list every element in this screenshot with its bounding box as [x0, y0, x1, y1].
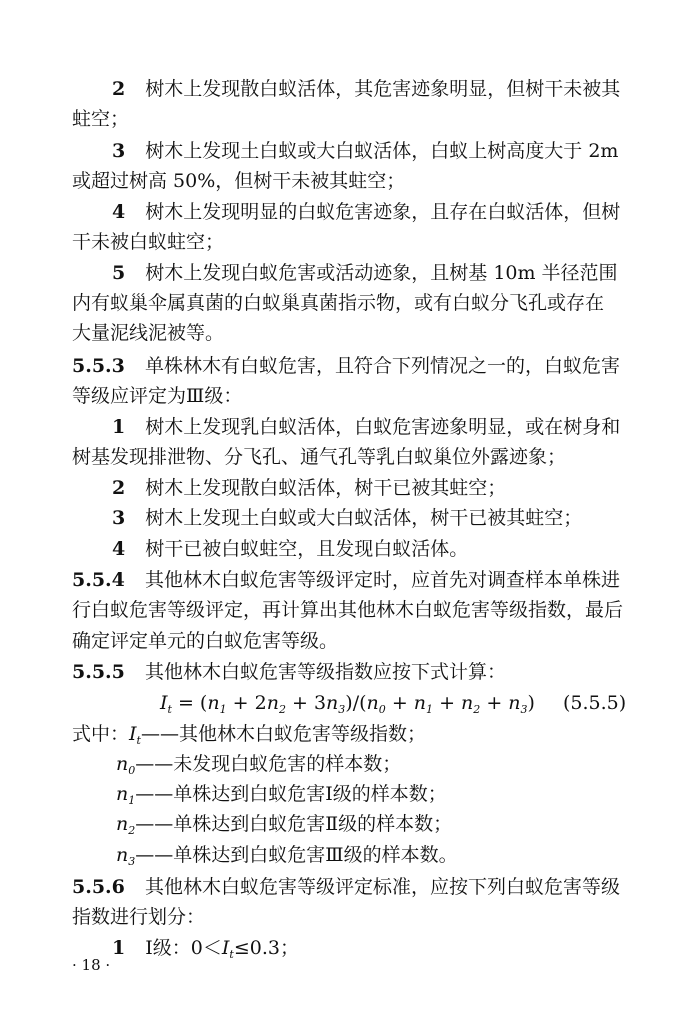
- line-text: 单株林木有白蚁危害，且符合下列情况之一的，白蚁危害: [144, 355, 620, 377]
- def-subscript: t: [136, 734, 141, 747]
- paragraph-line: [0, 197, 700, 227]
- def-symbol: n: [116, 813, 129, 835]
- def-symbol: n: [116, 753, 129, 775]
- formula-symbol: I: [160, 692, 168, 714]
- def-subscript: 1: [128, 794, 136, 807]
- line-text: 干未被白蚁蛀空；: [72, 231, 225, 253]
- clause-number: 5.5.4: [72, 569, 125, 591]
- def-subscript: 0: [128, 764, 136, 777]
- line-text: 其他林木白蚁危害等级指数应按下式计算：: [144, 661, 506, 683]
- paragraph-line: [0, 503, 700, 533]
- line-text: Ⅰ级：0＜: [145, 937, 222, 959]
- line-text: 确定评定单元的白蚁危害等级。: [72, 630, 339, 652]
- def-symbol: I: [129, 723, 137, 745]
- formula-subscript: 1: [219, 703, 227, 716]
- def-symbol: n: [116, 844, 129, 866]
- paragraph-line: [0, 258, 700, 288]
- item-number: 1: [112, 937, 126, 959]
- clause-number: 5.5.6: [72, 876, 125, 898]
- def-text: ——单株达到白蚁危害Ⅱ级的样本数；: [135, 813, 453, 835]
- clause-heading-line: [0, 872, 700, 902]
- item-number: 2: [112, 477, 126, 499]
- def-symbol: n: [116, 783, 129, 805]
- paragraph-line: [0, 288, 700, 318]
- formula-symbol: n: [413, 692, 427, 714]
- line-text: 大量泥线泥被等。: [72, 322, 225, 344]
- formula-operator: + 3: [285, 692, 327, 714]
- definition-line: [0, 749, 700, 779]
- line-text: 其他林木白蚁危害等级评定标准，应按下列白蚁危害等级: [144, 876, 620, 898]
- paragraph-line: [0, 381, 700, 411]
- where-label: 式中：: [72, 723, 130, 745]
- formula-symbol: n: [366, 692, 379, 714]
- formula-subscript: 0: [378, 703, 386, 716]
- equation-number: (5.5.5): [563, 692, 627, 714]
- line-text: 树基发现排泄物、分飞孔、通气孔等乳白蚁巢位外露迹象；: [72, 446, 567, 468]
- formula-symbol: n: [207, 692, 220, 714]
- paragraph-line: [0, 318, 700, 348]
- def-subscript: 2: [128, 824, 136, 837]
- formula-operator: + 2: [226, 692, 267, 714]
- formula-operator: )/(: [345, 692, 367, 714]
- formula-operator: +: [433, 692, 462, 714]
- def-text: ——其他林木白蚁危害等级指数；: [140, 723, 426, 745]
- formula-operator: +: [385, 692, 414, 714]
- paragraph-line: [0, 442, 700, 472]
- definition-line: [0, 719, 700, 749]
- line-text: 树木上发现白蚁危害或活动迹象，且树基 10m 半径范围: [145, 262, 618, 284]
- item-number: 1: [112, 416, 126, 438]
- def-text: ——未发现白蚁危害的样本数；: [135, 753, 402, 775]
- page-number: · 18 ·: [72, 956, 111, 974]
- paragraph-line: [0, 227, 700, 257]
- formula-operator: +: [480, 692, 509, 714]
- line-text: 其他林木白蚁危害等级评定时，应首先对调查样本单株进: [144, 569, 620, 591]
- formula-subscript: t: [167, 703, 172, 716]
- item-number: 4: [112, 201, 126, 223]
- line-text: 内有蚁巢伞属真菌的白蚁巢真菌指示物，或有白蚁分飞孔或存在: [72, 292, 605, 314]
- def-subscript: 3: [128, 855, 136, 868]
- line-text: 树木上发现土白蚁或大白蚁活体，树干已被其蛀空；: [145, 507, 583, 529]
- line-text: 树木上发现散白蚁活体，其危害迹象明显，但树干未被其: [145, 78, 621, 100]
- item-number: 5: [112, 262, 126, 284]
- line-text: 树木上发现明显的白蚁危害迹象，且存在白蚁活体，但树: [145, 201, 621, 223]
- formula-subscript: 2: [473, 703, 481, 716]
- item-number: 4: [112, 538, 126, 560]
- paragraph-line: [0, 473, 700, 503]
- item-number: 3: [112, 140, 126, 162]
- paragraph-line: [0, 166, 700, 196]
- line-text: 或超过树高 50%，但树干未被其蛀空；: [72, 170, 406, 192]
- line-text: 指数进行划分：: [72, 906, 206, 928]
- line-text: 行白蚁危害等级评定，再计算出其他林木白蚁危害等级指数，最后: [72, 599, 624, 621]
- paragraph-line: [0, 595, 700, 625]
- line-text: ≤0.3；: [233, 937, 299, 959]
- line-text: 树木上发现土白蚁或大白蚁活体，白蚁上树高度大于 2m: [145, 140, 619, 162]
- formula-subscript: 2: [278, 703, 286, 716]
- clause-number: 5.5.3: [72, 355, 125, 377]
- def-text: ——单株达到白蚁危害Ⅰ级的样本数；: [135, 783, 447, 805]
- paragraph-line: [0, 136, 700, 166]
- definition-line: [0, 779, 700, 809]
- clause-number: 5.5.5: [72, 661, 125, 683]
- item-number: 2: [112, 78, 126, 100]
- formula-subscript: 3: [520, 703, 528, 716]
- line-text: 等级应评定为Ⅲ级：: [72, 385, 243, 407]
- definition-line: [0, 809, 700, 839]
- paragraph-line: [0, 534, 700, 564]
- clause-heading-line: [0, 657, 700, 687]
- formula-symbol: n: [461, 692, 474, 714]
- paragraph-line: [0, 902, 700, 932]
- paragraph-line: [0, 104, 700, 134]
- def-symbol: I: [221, 937, 230, 959]
- item-number: 3: [112, 507, 126, 529]
- clause-heading-line: [0, 351, 700, 381]
- formula-subscript: 3: [338, 703, 346, 716]
- def-subscript: t: [229, 948, 234, 961]
- clause-heading-line: [0, 565, 700, 595]
- formula-operator: = (: [171, 692, 208, 714]
- line-text: 树木上发现乳白蚁活体，白蚁危害迹象明显，或在树身和: [145, 416, 621, 438]
- definition-line: [0, 840, 700, 870]
- line-text: 树木上发现散白蚁活体，树干已被其蛀空；: [145, 477, 507, 499]
- formula-subscript: 1: [426, 703, 434, 716]
- def-text: ——单株达到白蚁危害Ⅲ级的样本数。: [135, 844, 458, 866]
- formula-symbol: n: [508, 692, 521, 714]
- formula-operator: ): [527, 692, 535, 714]
- formula-symbol: n: [326, 692, 339, 714]
- line-text: 树干已被白蚁蛀空，且发现白蚁活体。: [145, 538, 469, 560]
- line-text: 蛀空；: [72, 108, 130, 130]
- paragraph-line: [0, 74, 700, 104]
- paragraph-line: [0, 412, 700, 442]
- paragraph-line: [0, 626, 700, 656]
- formula-symbol: n: [266, 692, 279, 714]
